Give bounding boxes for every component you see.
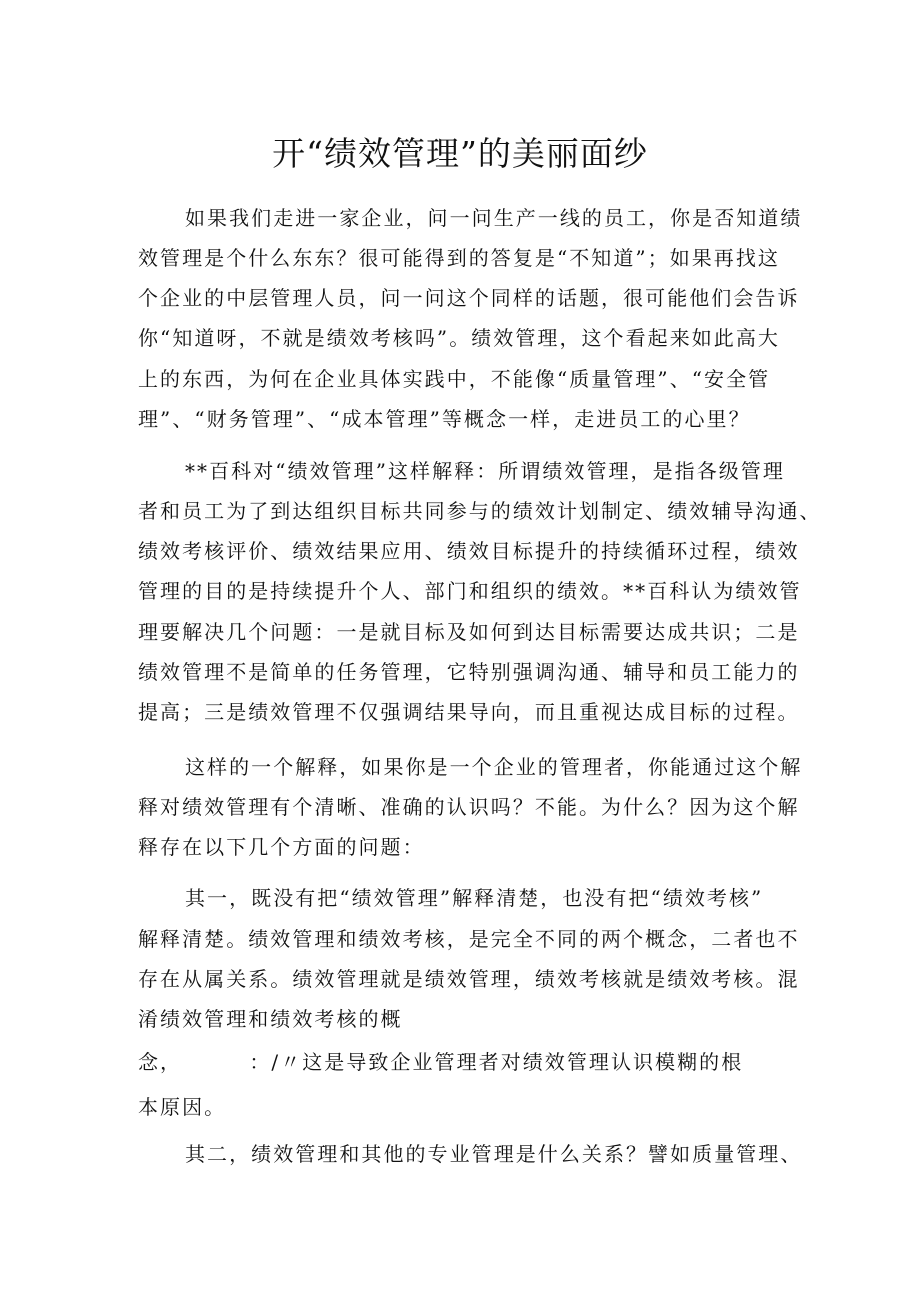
paragraph-4-line-4: 淆绩效管理和绩效考核的概 — [138, 1007, 403, 1031]
paragraph-2-line-5: 理要解决几个问题：一是就目标及如何到达目标需要达成共识；二是 — [138, 620, 800, 644]
paragraph-1-line-3: 个企业的中层管理人员，问一问这个同样的话题，很可能他们会告诉 — [138, 286, 800, 310]
paragraph-1-line-1: 如果我们走进一家企业，问一问生产一线的员工，你是否知道绩 — [185, 206, 803, 230]
paragraph-4-line-5: 念， ：/〃这是导致企业管理者对绩效管理认识模糊的根 — [138, 1050, 744, 1074]
paragraph-4-line-2: 解释清楚。绩效管理和绩效考核，是完全不同的两个概念，二者也不 — [138, 927, 800, 951]
paragraph-4-line-6: 本原因。 — [138, 1095, 227, 1119]
paragraph-3-line-2: 释对绩效管理有个清晰、准确的认识吗？不能。为什么？因为这个解 — [138, 795, 800, 819]
paragraph-1-line-6: 理”、“财务管理”、“成本管理”等概念一样，走进员工的心里？ — [138, 407, 751, 431]
paragraph-1-line-4: 你“知道呀，不就是绩效考核吗”。绩效管理，这个看起来如此高大 — [138, 326, 780, 350]
paragraph-3-line-1: 这样的一个解释，如果你是一个企业的管理者，你能通过这个解 — [185, 755, 803, 779]
document-title: 开“绩效管理”的美丽面纱 — [272, 134, 648, 173]
paragraph-2-line-1: **百科对“绩效管理”这样解释：所谓绩效管理，是指各级管理 — [185, 459, 785, 483]
paragraph-5-line-1: 其二，绩效管理和其他的专业管理是什么关系？譬如质量管理、 — [185, 1142, 803, 1166]
paragraph-1-line-5: 上的东西，为何在企业具体实践中，不能像“质量管理”、“安全管 — [138, 367, 771, 391]
paragraph-2-line-2: 者和员工为了到达组织目标共同参与的绩效计划制定、绩效辅导沟通、 — [138, 499, 822, 523]
paragraph-2-line-7: 提高；三是绩效管理不仅强调结果导向，而且重视达成目标的过程。 — [138, 700, 800, 724]
paragraph-3-line-3: 释存在以下几个方面的问题： — [138, 835, 425, 859]
paragraph-2-line-4: 管理的目的是持续提升个人、部门和组织的绩效。**百科认为绩效管 — [138, 579, 802, 603]
paragraph-2-line-3: 绩效考核评价、绩效结果应用、绩效目标提升的持续循环过程，绩效 — [138, 539, 800, 563]
paragraph-4-line-1: 其一，既没有把“绩效管理”解释清楚，也没有把“绩效考核” — [185, 886, 764, 910]
paragraph-1-line-2: 效管理是个什么东东？很可能得到的答复是“不知道”；如果再找这 — [138, 246, 780, 270]
paragraph-4-line-3: 存在从属关系。绩效管理就是绩效管理，绩效考核就是绩效考核。混 — [138, 967, 800, 991]
paragraph-2-line-6: 绩效管理不是简单的任务管理，它特别强调沟通、辅导和员工能力的 — [138, 660, 800, 684]
